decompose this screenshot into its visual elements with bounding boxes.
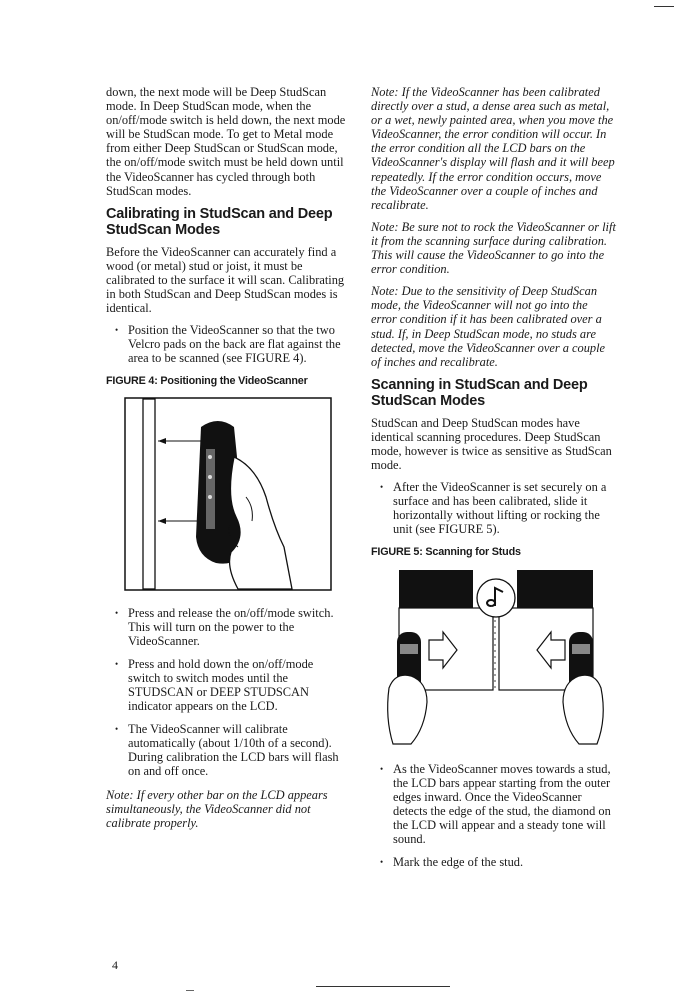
figure-4-caption: FIGURE 4: Positioning the VideoScanner (106, 374, 308, 387)
list-item: • After the VideoScanner is set securely on a surface and has been calibrated, slide it horizontally without lifting or rocking the unit (see FIGURE 5). (393, 480, 616, 536)
rocking-note: Note: Be sure not to rock the VideoScanner or lift it from the scanning surface during calibration. This will cause the VideoScanner to go into the error condition. (371, 219, 616, 277)
calibrating-paragraph: Before the VideoScanner can accurately find a wood (or metal) stud or joist, it must be calibrated to the surface it will scan. Calibrating in both StudScan and Deep StudScan modes is identical. (106, 244, 345, 316)
list-item: • Press and release the on/off/mode switch. This will turn on the power to the VideoScanner. (128, 606, 346, 648)
scanning-steps-1 (371, 480, 616, 536)
top-edge-mark (654, 6, 674, 7)
intro-paragraph: down, the next mode will be Deep StudScan mode. In Deep StudScan mode, when the on/off/mode switch is held down, the next mode will be StudScan mode. To get to Metal mode from either Deep StudScan or StudScan mode, the on/off/mode switch must be held down until the VideoScanner has cycled through both StudScan modes. (106, 85, 346, 198)
right-column (371, 85, 616, 878)
scanning-paragraph: StudScan and Deep StudScan modes have identical scanning procedures. Deep StudScan mode, however is twice as sensitive as StudScan mode. (371, 415, 612, 473)
list-item: • Position the VideoScanner so that the two Velcro pads on the back are flat against the area to be scanned (see FIGURE 4). (128, 323, 346, 365)
page-number: 4 (112, 958, 118, 972)
calibrating-steps-2 (106, 606, 346, 779)
figure-5-caption: FIGURE 5: Scanning for Studs (371, 545, 521, 558)
calibrating-steps-1 (106, 323, 346, 365)
bottom-mark (186, 990, 194, 991)
bottom-rule (316, 986, 450, 987)
sensitivity-note: Note: Due to the sensitivity of Deep StudScan mode, the VideoScanner will not go into the error condition if it has been calibrated over a stud. If, in Deep StudScan mode, no studs are detected, move the VideoScanner over a couple of inches and recalibrate. (371, 284, 606, 369)
list-item: • Mark the edge of the stud. (393, 855, 616, 869)
figure-5-illustration (371, 568, 616, 748)
scanning-steps-2 (371, 762, 616, 870)
error-condition-note: Note: If the VideoScanner has been calibrated directly over a stud, a dense area such as metal, or a wet, newly painted area, when you move the VideoScanner, the error condition will occur. In the error condition all the LCD bars on the VideoScanner's display will flash and it will beep repeatedly. If the error condition occurs, move the VideoScanner over a couple of inches and recalibrate. (371, 85, 615, 212)
scanning-heading: Scanning in StudScan and Deep StudScan Modes (371, 376, 588, 409)
list-item: • As the VideoScanner moves towards a stud, the LCD bars appear starting from the outer edges inward. Once the VideoScanner detects the edge of the stud, the diamond on the LCD will appear and a steady tone will sound. (393, 762, 616, 847)
left-column (106, 85, 346, 838)
list-item: • The VideoScanner will calibrate automatically (about 1/10th of a second). During calibration the LCD bars will flash on and off once. (128, 722, 346, 778)
calibrating-heading: Calibrating in StudScan and Deep StudScan Modes (106, 205, 333, 238)
figure-4-illustration (106, 397, 346, 592)
calibration-note: Note: If every other bar on the LCD appears simultaneously, the VideoScanner did not calibrate properly. (106, 787, 328, 830)
list-item: • Press and hold down the on/off/mode switch to switch modes until the STUDSCAN or DEEP STUDSCAN indicator appears on the LCD. (128, 657, 346, 713)
